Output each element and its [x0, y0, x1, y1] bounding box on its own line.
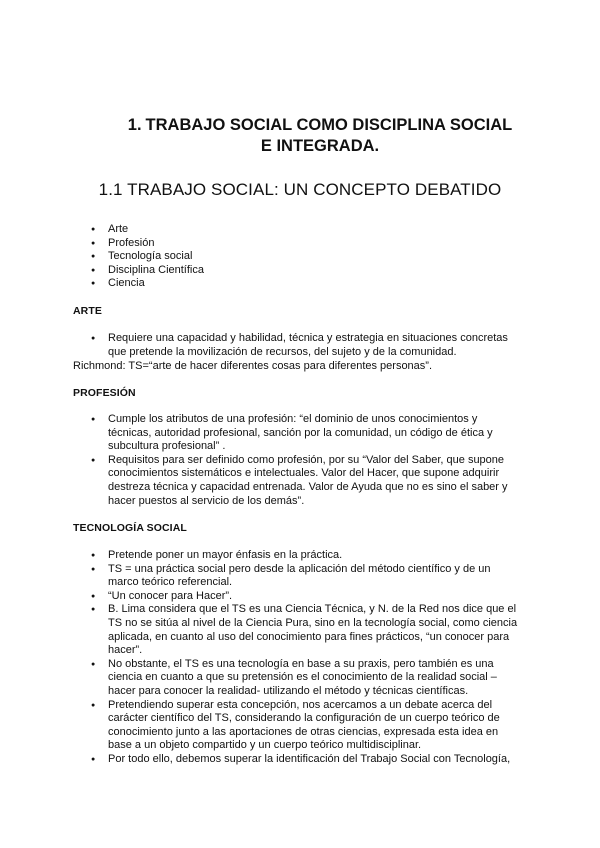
list-item: ● Disciplina Científica [108, 264, 204, 278]
heading-number: 1. [127, 116, 142, 134]
profesion-list [108, 413, 518, 508]
list-item: ● Pretende poner un mayor énfasis en la práctica. [108, 549, 518, 563]
main-heading [60, 115, 580, 157]
section-heading-tecnologia: TECNOLOGÍA SOCIAL [73, 522, 187, 534]
list-item: ● Requiere una capacidad y habilidad, técnica y estrategia en situaciones concretas que pretende la movilización de recursos, del sujeto y de la comunidad. [108, 332, 518, 359]
list-item: ● Arte [108, 223, 204, 237]
list-item: ● B. Lima considera que el TS es una Ciencia Técnica, y N. de la Red nos dice que el TS no se sitúa al nivel de la Ciencia Pura, sino en la tecnología social, como ciencia aplicada, en cuanto al uso del conocimiento para fines prácticos, “un conocer para hacer”. [108, 603, 518, 657]
heading-line-1: TRABAJO SOCIAL COMO DISCIPLINA SOCIAL [145, 116, 513, 134]
heading-line-2: E INTEGRADA. [260, 137, 380, 155]
list-item: ● Requisitos para ser definido como profesión, por su “Valor del Saber, que supone conocimientos sistemáticos e intelectuales. Valor del Hacer, que supone adquirir destreza técnica y capacidad entrenada. Valor de Ayuda que no es sino el saber y hacer puestos al servicio de los demás”. [108, 454, 518, 508]
list-item: ● Profesión [108, 237, 204, 251]
section-heading-profesion: PROFESIÓN [73, 387, 136, 399]
list-item: ● “Un conocer para Hacer”. [108, 590, 518, 604]
tecnologia-list [108, 549, 518, 767]
list-item: ● Tecnología social [108, 250, 204, 264]
topics-list [108, 223, 204, 291]
section-heading-arte: ARTE [73, 305, 102, 317]
list-item: ● Ciencia [108, 277, 204, 291]
list-item: ● Cumple los atributos de una profesión: “el dominio de unos conocimientos y técnicas, autoridad profesional, sanción por la comunidad, un código de ética y subcultura profesional” . [108, 413, 518, 454]
list-item: ● No obstante, el TS es una tecnología en base a su praxis, pero también es una ciencia en cuanto a que su pretensión es el conocimiento de la realidad social –hacer para conocer la realidad- utilizando el método y técnicas científicas. [108, 658, 518, 699]
arte-list [108, 332, 518, 359]
list-item: ● Por todo ello, debemos superar la identificación del Trabajo Social con Tecnología, [108, 753, 518, 767]
list-item: ● Pretendiendo superar esta concepción, nos acercamos a un debate acerca del carácter científico del TS, considerando la configuración de un cuerpo teórico de conocimiento junto a las aportaciones de otras ciencias, expresada esta idea en base a un objeto compartido y un cuerpo teórico multidisciplinar. [108, 699, 518, 753]
subheading: 1.1 TRABAJO SOCIAL: UN CONCEPTO DEBATIDO [98, 180, 502, 199]
richmond-note: Richmond: TS=“arte de hacer diferentes cosas para diferentes personas”. [73, 360, 433, 372]
list-item: ● TS = una práctica social pero desde la aplicación del método científico y de un marco teórico referencial. [108, 563, 518, 590]
